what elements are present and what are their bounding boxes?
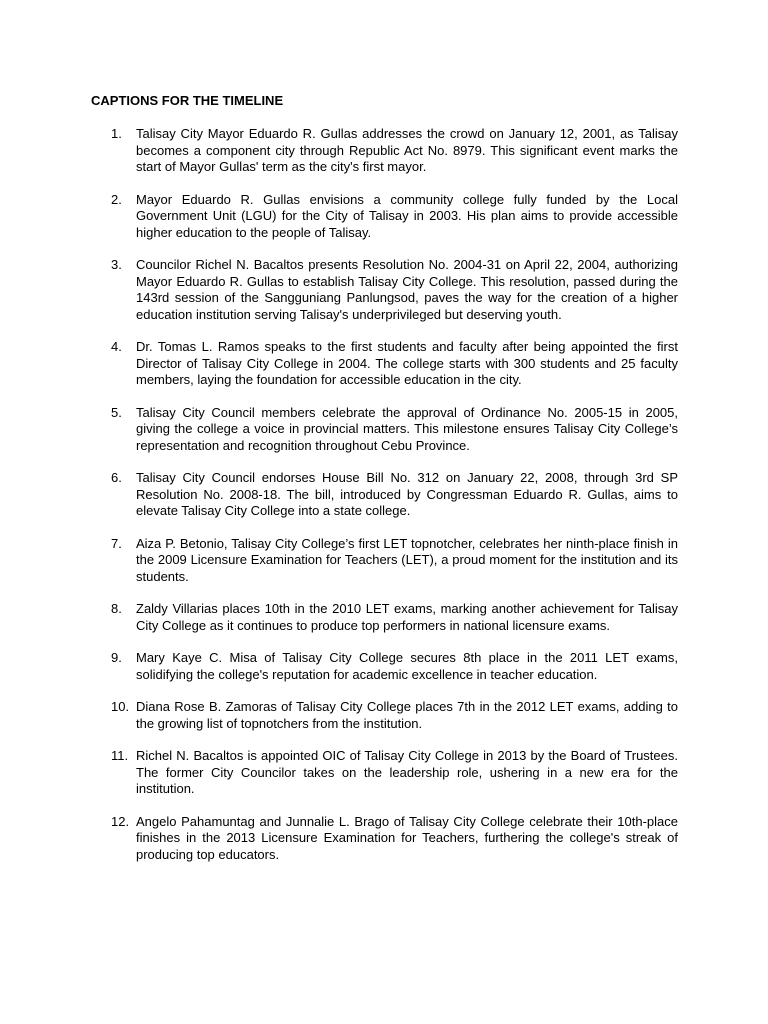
caption-item — [91, 748, 678, 798]
caption-item — [91, 601, 678, 634]
caption-item — [91, 814, 678, 864]
caption-text: Dr. Tomas L. Ramos speaks to the first students and faculty after being appointed the first Director of Talisay City College in 2004. The college starts with 300 students and 25 faculty members, laying the foundation for accessible education in the city. — [136, 339, 678, 387]
caption-number: 1. — [111, 126, 122, 141]
caption-item — [91, 470, 678, 520]
caption-number: 10. — [111, 699, 130, 714]
caption-number: 5. — [111, 404, 122, 420]
caption-text: Angelo Pahamuntag and Junnalie L. Brago of Talisay City College celebrate their 10th-place finishes in the 2013 Licensure Examination for Teachers, furthering the college's streak of producing top educators. — [136, 813, 678, 862]
caption-text: Councilor Richel N. Bacaltos presents Resolution No. 2004-31 on April 22, 2004, authorizing Mayor Eduardo R. Gullas to establish Talisay City College. This resolution, passed during the 143rd session of the Sangguniang Panlungsod, paves the way for the creation of a higher education institution serving Talisay's underprivileged but deserving youth. — [136, 257, 678, 322]
caption-item — [91, 536, 678, 586]
caption-item — [91, 405, 678, 455]
caption-item — [91, 699, 678, 732]
caption-item — [91, 339, 678, 389]
caption-number: 4. — [111, 339, 122, 354]
caption-list — [91, 126, 678, 879]
caption-item — [91, 650, 678, 683]
caption-text: Talisay City Council members celebrate the approval of Ordinance No. 2005-15 in 2005, giving the college a voice in provincial matters. This milestone ensures Talisay City College’s representation and recognition throughout Cebu Province. — [136, 404, 678, 453]
caption-number: 2. — [111, 191, 122, 207]
caption-text: Mayor Eduardo R. Gullas envisions a community college fully funded by the Local Government Unit (LGU) for the City of Talisay in 2003. His plan aims to provide accessible higher education to the people of Talisay. — [136, 191, 678, 240]
caption-text: Mary Kaye C. Misa of Talisay City College secures 8th place in the 2011 LET exams, solidifying the college's reputation for academic excellence in teacher education. — [136, 650, 678, 682]
caption-item — [91, 126, 678, 176]
caption-text: Aiza P. Betonio, Talisay City College’s first LET topnotcher, celebrates her ninth-place finish in the 2009 Licensure Examination for Teachers (LET), a proud moment for the institution and its students. — [136, 535, 678, 584]
caption-text: Richel N. Bacaltos is appointed OIC of Talisay City College in 2013 by the Board of Trustees. The former City Councilor takes on the leadership role, ushering in a new era for the institution. — [136, 748, 678, 796]
caption-text: Diana Rose B. Zamoras of Talisay City College places 7th in the 2012 LET exams, adding to the growing list of topnotchers from the institution. — [136, 699, 678, 731]
caption-number: 9. — [111, 650, 122, 665]
document-title: CAPTIONS FOR THE TIMELINE — [91, 93, 284, 108]
caption-number: 12. — [111, 813, 130, 829]
caption-text: Zaldy Villarias places 10th in the 2010 LET exams, marking another achievement for Talisay City College as it continues to produce top performers in national licensure exams. — [136, 601, 678, 633]
caption-item — [91, 192, 678, 242]
caption-text: Talisay City Mayor Eduardo R. Gullas addresses the crowd on January 12, 2001, as Talisay becomes a component city through Republic Act No. 8979. This significant event marks the start of Mayor Gullas' term as the city's first mayor. — [136, 126, 678, 174]
caption-item — [91, 257, 678, 323]
caption-number: 11. — [111, 748, 129, 763]
caption-number: 6. — [111, 470, 122, 485]
caption-number: 8. — [111, 601, 122, 616]
caption-number: 7. — [111, 535, 122, 551]
caption-text: Talisay City Council endorses House Bill No. 312 on January 22, 2008, through 3rd SP Resolution No. 2008-18. The bill, introduced by Congressman Eduardo R. Gullas, aims to elevate Talisay City College into a state college. — [136, 470, 678, 518]
caption-number: 3. — [111, 257, 122, 272]
